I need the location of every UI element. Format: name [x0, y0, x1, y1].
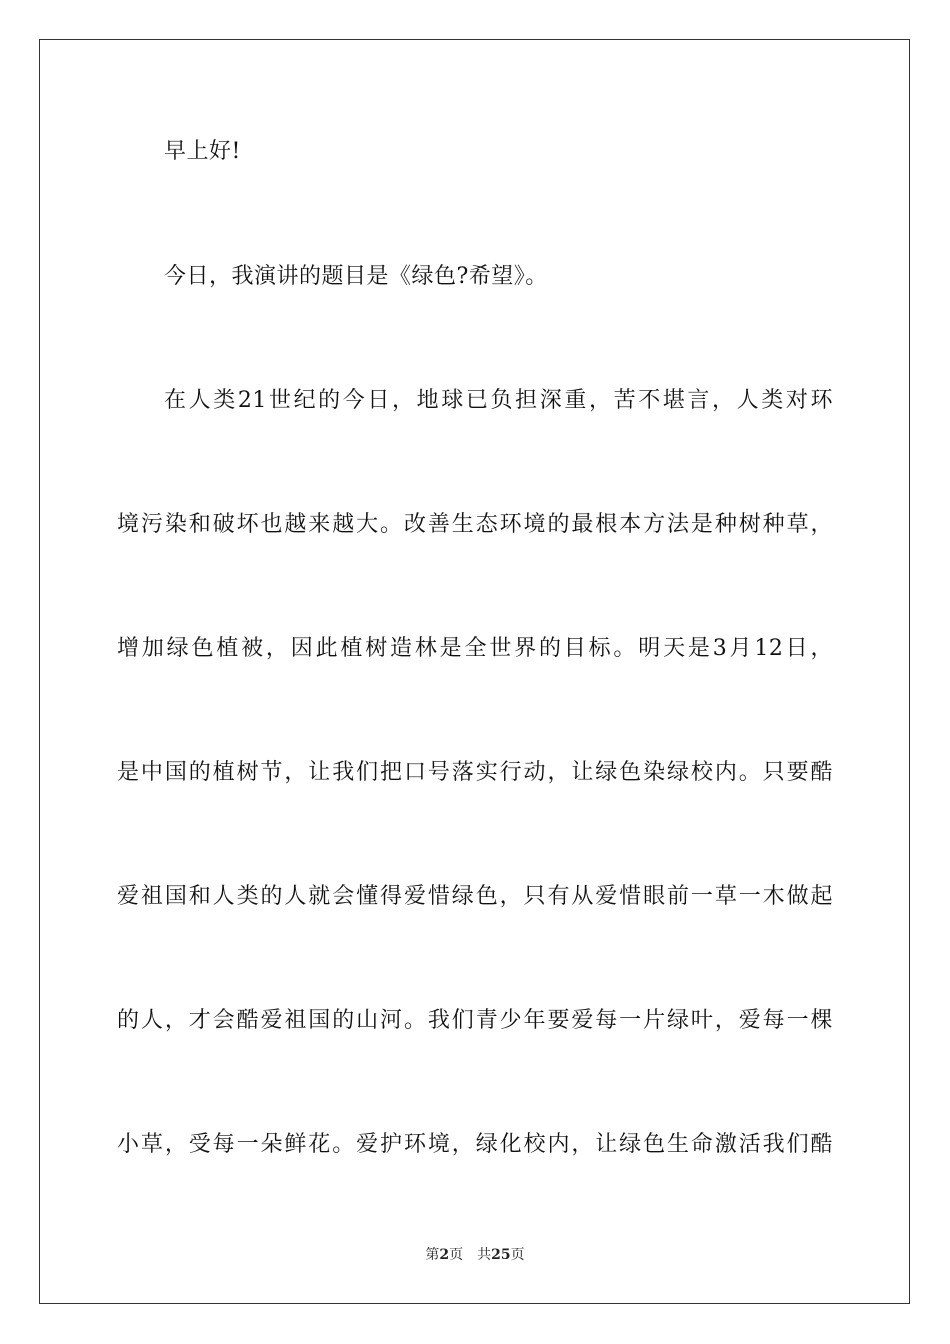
- page-label-prefix: 第: [425, 1247, 440, 1263]
- paragraph-line: 的人，才会酷爱祖国的山河。我们青少年要爱每一片绿叶，爱每一棵: [117, 1008, 833, 1033]
- total-label-suffix: 页: [510, 1247, 525, 1263]
- total-page-number: 25: [491, 1247, 511, 1263]
- page-footer: [0, 1245, 950, 1265]
- current-page-number: 2: [439, 1247, 450, 1263]
- title-line: 今日，我演讲的题目是《绿色?希望》。: [164, 264, 548, 289]
- paragraph-line: 小草，受每一朵鲜花。爱护环境，绿化校内，让绿色生命激活我们酷: [117, 1132, 833, 1157]
- paragraph-line: 在人类21世纪的今日，地球已负担深重，苦不堪言，人类对环: [164, 388, 833, 413]
- paragraph-line: 境污染和破坏也越来越大。改善生态环境的最根本方法是种树种草，: [117, 512, 833, 537]
- total-label-prefix: 共: [477, 1247, 492, 1263]
- page-frame: [39, 39, 910, 1304]
- paragraph-line: 是中国的植树节，让我们把口号落实行动，让绿色染绿校内。只要酷: [117, 760, 833, 785]
- page-label-suffix: 页: [449, 1247, 464, 1263]
- paragraph-line: 爱祖国和人类的人就会懂得爱惜绿色，只有从爱惜眼前一草一木做起: [117, 884, 833, 909]
- greeting-line: 早上好!: [164, 139, 241, 164]
- paragraph-line: 增加绿色植被，因此植树造林是全世界的目标。明天是3月12日，: [117, 636, 833, 661]
